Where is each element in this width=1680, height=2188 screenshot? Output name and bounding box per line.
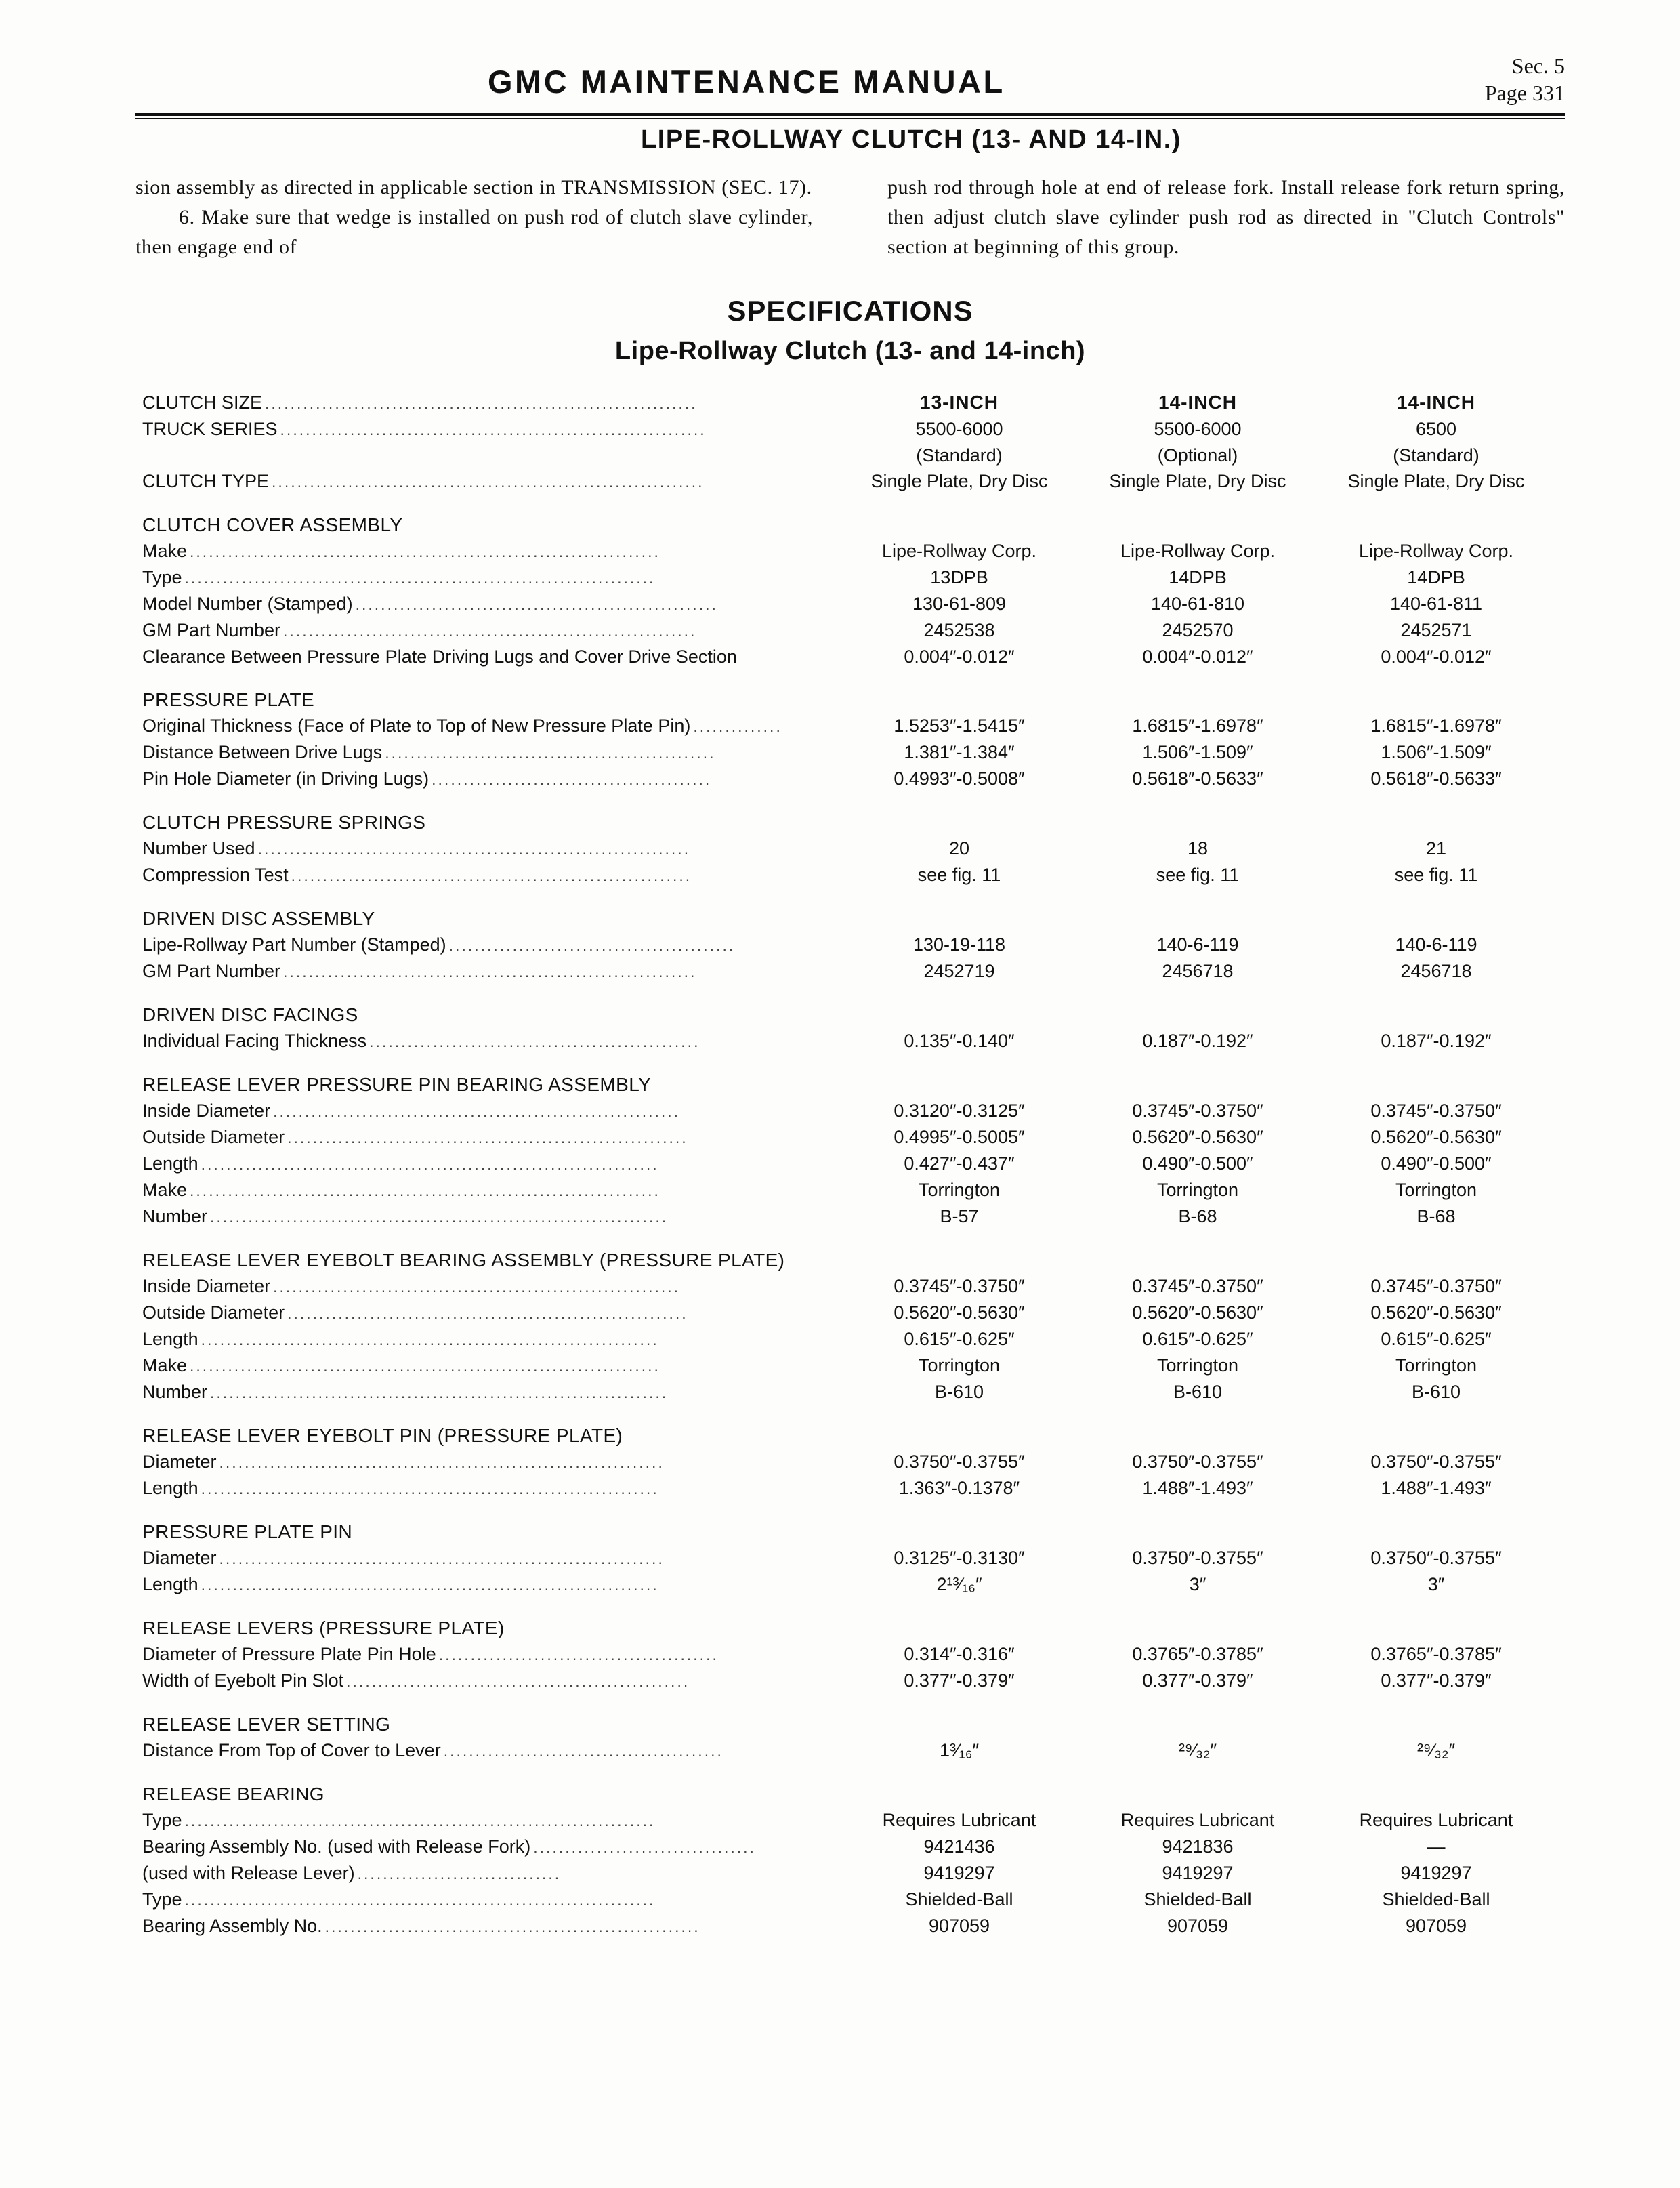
table-row-label: Bearing Assembly No. (used with Release Fork) ................................... bbox=[142, 1836, 756, 1857]
table-row-label: DRIVEN DISC FACINGS bbox=[142, 1002, 840, 1028]
table-cell: Single Plate, Dry Disc bbox=[1109, 471, 1286, 491]
table-cell: 1.506″-1.509″ bbox=[1142, 742, 1253, 762]
paragraph-left-2: 6. Make sure that wedge is installed on push rod of clutch slave cylinder, then engage end of bbox=[135, 206, 813, 258]
table-cell: 13DPB bbox=[930, 567, 988, 587]
table-spacer bbox=[142, 792, 1565, 810]
table-cell: B-610 bbox=[1411, 1382, 1461, 1402]
table-row-label: Distance Between Drive Lugs .................................................... bbox=[142, 742, 716, 762]
table-row bbox=[142, 1353, 1565, 1379]
table-row bbox=[142, 958, 1565, 985]
table-row-label: Inside Diameter ................................................................ bbox=[142, 1100, 681, 1121]
table-row bbox=[142, 932, 1565, 958]
table-cell: 0.004″-0.012″ bbox=[904, 646, 1015, 667]
table-cell: 2452571 bbox=[1400, 620, 1472, 640]
table-cell: 0.490″-0.500″ bbox=[1142, 1153, 1253, 1174]
table-cell: Torrington bbox=[1156, 1355, 1239, 1376]
table-spacer bbox=[142, 985, 1565, 1002]
table-row bbox=[142, 1860, 1565, 1886]
table-cell: 0.377″-0.379″ bbox=[904, 1670, 1015, 1691]
table-cell: 0.5620″-0.5630″ bbox=[1370, 1302, 1502, 1323]
table-cell: Single Plate, Dry Disc bbox=[870, 471, 1048, 491]
table-cell: 2456718 bbox=[1162, 961, 1234, 981]
table-cell: 0.4993″-0.5008″ bbox=[894, 768, 1025, 789]
table-cell: 20 bbox=[948, 838, 970, 859]
table-cell: ²⁹⁄₃₂″ bbox=[1178, 1740, 1217, 1760]
table-row bbox=[142, 1177, 1565, 1203]
table-cell: — bbox=[1427, 1836, 1446, 1857]
table-cell: B-610 bbox=[934, 1382, 984, 1402]
table-row-label: Type .......................................................................... bbox=[142, 1889, 656, 1910]
table-cell: 0.3750″-0.3755″ bbox=[1370, 1548, 1502, 1568]
table-cell: Torrington bbox=[918, 1180, 1001, 1200]
page-content bbox=[135, 37, 1565, 1936]
table-cell: Shielded-Ball bbox=[1382, 1889, 1490, 1910]
table-cell: Shielded-Ball bbox=[1143, 1889, 1252, 1910]
table-cell: 9419297 bbox=[1162, 1863, 1234, 1883]
table-cell: 0.3745″-0.3750″ bbox=[894, 1276, 1025, 1296]
table-cell: 907059 bbox=[1167, 1916, 1229, 1936]
table-row-label: CLUTCH PRESSURE SPRINGS bbox=[142, 810, 840, 835]
table-cell: 140-6-119 bbox=[1156, 934, 1239, 955]
table-cell: 0.187″-0.192″ bbox=[1142, 1031, 1253, 1051]
table-cell: 0.3750″-0.3755″ bbox=[894, 1451, 1025, 1472]
table-row-label: Make .......................................................................... bbox=[142, 1355, 660, 1376]
table-row bbox=[142, 766, 1565, 792]
table-row-label: DRIVEN DISC ASSEMBLY bbox=[142, 906, 840, 932]
table-cell: 1.506″-1.509″ bbox=[1381, 742, 1492, 762]
table-row-label bbox=[142, 442, 840, 468]
table-row bbox=[142, 1475, 1565, 1502]
table-row-label: Bearing Assembly No. ........................................................... bbox=[142, 1916, 700, 1936]
table-cell: 0.615″-0.625″ bbox=[904, 1329, 1015, 1349]
table-group-heading bbox=[142, 1519, 1565, 1545]
table-row bbox=[142, 1203, 1565, 1230]
table-row bbox=[142, 1641, 1565, 1668]
table-cell: 0.3745″-0.3750″ bbox=[1370, 1276, 1502, 1296]
table-row bbox=[142, 1300, 1565, 1326]
table-cell: 1.488″-1.493″ bbox=[1142, 1478, 1253, 1498]
table-cell: 2¹³⁄₁₆″ bbox=[936, 1574, 982, 1594]
table-cell: 0.3125″-0.3130″ bbox=[894, 1548, 1025, 1568]
table-row-label: Model Number (Stamped) ......................................................... bbox=[142, 594, 718, 614]
table-cell: Lipe-Rollway Corp. bbox=[1120, 541, 1276, 561]
table-row bbox=[142, 538, 1565, 564]
table-cell: 6500 bbox=[1415, 419, 1457, 439]
table-cell: 0.615″-0.625″ bbox=[1142, 1329, 1253, 1349]
table-cell: 130-19-118 bbox=[912, 934, 1006, 955]
table-row-label: Length ........................................................................ bbox=[142, 1478, 659, 1498]
page-number: Page 331 bbox=[1484, 81, 1565, 105]
table-row-label: Diameter ...................................................................... bbox=[142, 1548, 665, 1568]
table-group-heading bbox=[142, 810, 1565, 835]
table-row bbox=[142, 1834, 1565, 1860]
table-cell: (Standard) bbox=[916, 445, 1003, 466]
table-cell: 0.5620″-0.5630″ bbox=[894, 1302, 1025, 1323]
body-columns bbox=[135, 173, 1565, 262]
table-cell: 1.381″-1.384″ bbox=[904, 742, 1015, 762]
table-row-label: Number ........................................................................ bbox=[142, 1382, 669, 1402]
table-cell: 13-INCH bbox=[920, 392, 999, 413]
table-cell: Requires Lubricant bbox=[882, 1810, 1036, 1830]
table-cell: 0.3765″-0.3785″ bbox=[1132, 1644, 1263, 1664]
table-cell: 0.187″-0.192″ bbox=[1381, 1031, 1492, 1051]
table-row bbox=[142, 1326, 1565, 1353]
table-cell: 0.615″-0.625″ bbox=[1381, 1329, 1492, 1349]
table-row-label: RELEASE LEVER SETTING bbox=[142, 1712, 840, 1737]
table-cell: 21 bbox=[1425, 838, 1447, 859]
table-row bbox=[142, 862, 1565, 888]
table-cell: ²⁹⁄₃₂″ bbox=[1416, 1740, 1456, 1760]
table-cell: 0.135″-0.140″ bbox=[904, 1031, 1015, 1051]
table-spacer bbox=[142, 1694, 1565, 1712]
table-cell: 5500-6000 bbox=[1154, 419, 1242, 439]
table-cell: 0.377″-0.379″ bbox=[1381, 1670, 1492, 1691]
table-cell: 907059 bbox=[928, 1916, 990, 1936]
table-row bbox=[142, 564, 1565, 591]
table-row-label: Number Used .................................................................... bbox=[142, 838, 691, 859]
paragraph-right-1: push rod through hole at end of release fork. Install release fork return spring, then adjust clutch slave cylinder push rod as directed in "Clutch Controls" section at beginning of this group. bbox=[887, 176, 1565, 258]
table-row-label: RELEASE LEVER EYEBOLT BEARING ASSEMBLY (PRESSURE PLATE) bbox=[142, 1247, 840, 1273]
table-row bbox=[142, 617, 1565, 644]
table-spacer bbox=[142, 1502, 1565, 1519]
table-row-label: PRESSURE PLATE bbox=[142, 687, 840, 713]
table-spacer bbox=[142, 1054, 1565, 1072]
section-page-block bbox=[1485, 52, 1565, 106]
table-cell: 0.377″-0.379″ bbox=[1142, 1670, 1253, 1691]
table-row-label: Diameter of Pressure Plate Pin Hole ............................................ bbox=[142, 1644, 719, 1664]
table-cell: 907059 bbox=[1405, 1916, 1467, 1936]
table-cell: 0.5618″-0.5633″ bbox=[1132, 768, 1263, 789]
table-cell: 2456718 bbox=[1400, 961, 1472, 981]
table-cell: 130-61-809 bbox=[912, 594, 1007, 614]
table-cell: 1.6815″-1.6978″ bbox=[1132, 716, 1263, 736]
table-cell: 9421436 bbox=[923, 1836, 995, 1857]
table-cell: 0.3765″-0.3785″ bbox=[1370, 1644, 1502, 1664]
table-spacer bbox=[142, 1230, 1565, 1247]
table-cell: 0.5620″-0.5630″ bbox=[1370, 1127, 1502, 1147]
table-cell: 140-6-119 bbox=[1395, 934, 1477, 955]
table-cell: 140-61-810 bbox=[1150, 594, 1245, 614]
table-cell: 1.6815″-1.6978″ bbox=[1370, 716, 1502, 736]
table-spacer bbox=[142, 1405, 1565, 1423]
table-row-label: Outside Diameter ............................................................... bbox=[142, 1302, 688, 1323]
specifications-subtitle: Lipe-Rollway Clutch (13- and 14-inch) bbox=[614, 337, 1086, 365]
table-row-label: RELEASE LEVERS (PRESSURE PLATE) bbox=[142, 1615, 840, 1641]
table-cell: 0.3750″-0.3755″ bbox=[1370, 1451, 1502, 1472]
table-row-label: GM Part Number ................................................................. bbox=[142, 620, 697, 640]
table-cell: Requires Lubricant bbox=[1359, 1810, 1513, 1830]
table-row bbox=[142, 1273, 1565, 1300]
table-row bbox=[142, 1886, 1565, 1913]
table-cell: 18 bbox=[1187, 838, 1209, 859]
table-cell: 0.314″-0.316″ bbox=[904, 1644, 1015, 1664]
table-row-label: Original Thickness (Face of Plate to Top of New Pressure Plate Pin) .............. bbox=[142, 716, 782, 736]
table-row bbox=[142, 1098, 1565, 1124]
table-row bbox=[142, 1151, 1565, 1177]
table-row-label: Length ........................................................................ bbox=[142, 1329, 659, 1349]
table-group-heading bbox=[142, 1781, 1565, 1807]
table-cell: 0.5620″-0.5630″ bbox=[1132, 1127, 1263, 1147]
table-cell: 1.488″-1.493″ bbox=[1381, 1478, 1492, 1498]
table-row-label: TRUCK SERIES ................................................................... bbox=[142, 419, 707, 439]
table-cell: see fig. 11 bbox=[1394, 865, 1478, 885]
table-row-label: Make .......................................................................... bbox=[142, 541, 660, 561]
table-cell: 0.3745″-0.3750″ bbox=[1132, 1100, 1263, 1121]
table-row-label: Diameter ...................................................................... bbox=[142, 1451, 665, 1472]
table-row-label: Length ........................................................................ bbox=[142, 1153, 659, 1174]
table-row bbox=[142, 713, 1565, 739]
table-row-label: Width of Eyebolt Pin Slot ...................................................... bbox=[142, 1670, 690, 1691]
table-row-label: RELEASE BEARING bbox=[142, 1781, 840, 1807]
table-cell: Torrington bbox=[1395, 1180, 1477, 1200]
table-cell: 14-INCH bbox=[1158, 392, 1237, 413]
table-row-label: Distance From Top of Cover to Lever ............................................ bbox=[142, 1740, 723, 1760]
table-group-heading bbox=[142, 1615, 1565, 1641]
table-cell: 9419297 bbox=[923, 1863, 995, 1883]
table-row bbox=[142, 1807, 1565, 1834]
table-cell: 0.004″-0.012″ bbox=[1381, 646, 1492, 667]
table-cell: 3″ bbox=[1189, 1574, 1206, 1594]
table-cell: 5500-6000 bbox=[915, 419, 1003, 439]
specifications-heading bbox=[135, 295, 1565, 366]
body-column-right bbox=[887, 173, 1565, 262]
table-row bbox=[142, 739, 1565, 766]
table-cell: 14DPB bbox=[1169, 567, 1227, 587]
table-cell: 14-INCH bbox=[1397, 392, 1475, 413]
table-cell: 0.3745″-0.3750″ bbox=[1370, 1100, 1502, 1121]
table-cell: 0.427″-0.437″ bbox=[904, 1153, 1015, 1174]
table-row-label: GM Part Number ................................................................. bbox=[142, 961, 697, 981]
table-row bbox=[142, 416, 1565, 442]
table-spacer bbox=[142, 669, 1565, 687]
table-cell: 0.3750″-0.3755″ bbox=[1132, 1548, 1263, 1568]
table-row-label: Type .......................................................................... bbox=[142, 1810, 656, 1830]
table-cell: 0.004″-0.012″ bbox=[1142, 646, 1253, 667]
table-group-heading bbox=[142, 1002, 1565, 1028]
table-row-label: PRESSURE PLATE PIN bbox=[142, 1519, 840, 1545]
specifications-table bbox=[142, 390, 1565, 1939]
table-cell: B-57 bbox=[940, 1206, 979, 1226]
table-row-label: (used with Release Lever) ................................ bbox=[142, 1863, 562, 1883]
table-cell: (Standard) bbox=[1393, 445, 1479, 466]
table-row-label: Type .......................................................................... bbox=[142, 567, 656, 587]
table-cell: B-68 bbox=[1416, 1206, 1456, 1226]
table-row-label: Outside Diameter ............................................................... bbox=[142, 1127, 688, 1147]
table-spacer bbox=[142, 1598, 1565, 1615]
table-row bbox=[142, 1379, 1565, 1405]
table-row bbox=[142, 1913, 1565, 1939]
table-cell: 0.3745″-0.3750″ bbox=[1132, 1276, 1263, 1296]
table-row bbox=[142, 1668, 1565, 1694]
table-group-heading bbox=[142, 687, 1565, 713]
table-row-label: Lipe-Rollway Part Number (Stamped) ............................................. bbox=[142, 934, 736, 955]
table-cell: 0.3750″-0.3755″ bbox=[1132, 1451, 1263, 1472]
table-row-label: CLUTCH COVER ASSEMBLY bbox=[142, 512, 840, 538]
table-cell: 9419297 bbox=[1400, 1863, 1472, 1883]
table-cell: 0.5620″-0.5630″ bbox=[1132, 1302, 1263, 1323]
table-spacer bbox=[142, 1764, 1565, 1781]
table-cell: 2452719 bbox=[923, 961, 995, 981]
table-cell: Lipe-Rollway Corp. bbox=[881, 541, 1037, 561]
table-row-label: Compression Test ............................................................... bbox=[142, 865, 692, 885]
table-row bbox=[142, 1449, 1565, 1475]
table-cell: B-68 bbox=[1178, 1206, 1217, 1226]
paragraph-left-1: sion assembly as directed in applicable section in TRANSMISSION (SEC. 17). bbox=[135, 176, 812, 199]
table-cell: 140-61-811 bbox=[1389, 594, 1483, 614]
table-cell: 3″ bbox=[1427, 1574, 1445, 1594]
table-row-label: CLUTCH TYPE .................................................................... bbox=[142, 471, 705, 491]
table-cell: 0.490″-0.500″ bbox=[1381, 1153, 1492, 1174]
table-row-label: Individual Facing Thickness .................................................... bbox=[142, 1031, 700, 1051]
table-row-label: RELEASE LEVER EYEBOLT PIN (PRESSURE PLATE) bbox=[142, 1423, 840, 1449]
table-row bbox=[142, 390, 1565, 416]
header-rule bbox=[135, 113, 1565, 119]
table-cell: 2452538 bbox=[923, 620, 995, 640]
table-cell: 2452570 bbox=[1162, 620, 1234, 640]
table-row bbox=[142, 442, 1565, 468]
table-cell: 1.363″-0.1378″ bbox=[898, 1478, 1020, 1498]
table-group-heading bbox=[142, 1072, 1565, 1098]
table-row bbox=[142, 644, 1565, 669]
manual-title: GMC MAINTENANCE MANUAL bbox=[488, 64, 1005, 100]
table-row bbox=[142, 468, 1565, 495]
table-cell: 9421836 bbox=[1162, 1836, 1234, 1857]
table-row bbox=[142, 1124, 1565, 1151]
page-subtitle bbox=[135, 125, 1565, 154]
table-cell: 0.4995″-0.5005″ bbox=[894, 1127, 1025, 1147]
table-cell: 1³⁄₁₆″ bbox=[939, 1740, 980, 1760]
table-row bbox=[142, 1545, 1565, 1571]
table-row bbox=[142, 1737, 1565, 1764]
section-number: Sec. 5 bbox=[1511, 54, 1565, 78]
table-row-label: Number ........................................................................ bbox=[142, 1206, 669, 1226]
table-cell: B-610 bbox=[1173, 1382, 1223, 1402]
table-cell: Shielded-Ball bbox=[905, 1889, 1013, 1910]
table-cell: Requires Lubricant bbox=[1120, 1810, 1275, 1830]
table-group-heading bbox=[142, 906, 1565, 932]
masthead bbox=[135, 37, 1565, 154]
table-row-label: Length ........................................................................ bbox=[142, 1574, 659, 1594]
table-cell: Lipe-Rollway Corp. bbox=[1358, 541, 1514, 561]
table-row bbox=[142, 1571, 1565, 1598]
table-row-label: CLUTCH SIZE .................................................................... bbox=[142, 392, 698, 413]
table-cell: Torrington bbox=[1156, 1180, 1239, 1200]
table-group-heading bbox=[142, 512, 1565, 538]
table-cell: Torrington bbox=[1395, 1355, 1477, 1376]
table-row-label: Pin Hole Diameter (in Driving Lugs) ............................................ bbox=[142, 768, 712, 789]
table-group-heading bbox=[142, 1423, 1565, 1449]
table-spacer bbox=[142, 495, 1565, 512]
table-cell: Single Plate, Dry Disc bbox=[1347, 471, 1525, 491]
specifications-title: SPECIFICATIONS bbox=[727, 295, 973, 327]
table-row bbox=[142, 835, 1565, 862]
table-row bbox=[142, 1028, 1565, 1054]
body-column-left bbox=[135, 173, 813, 262]
table-cell: see fig. 11 bbox=[1156, 865, 1240, 885]
table-row-label: Inside Diameter ................................................................ bbox=[142, 1276, 681, 1296]
table-cell: 1.5253″-1.5415″ bbox=[894, 716, 1025, 736]
page-subtitle-text: LIPE-ROLLWAY CLUTCH (13- AND 14-IN.) bbox=[641, 125, 1181, 154]
table-cell: 0.5618″-0.5633″ bbox=[1370, 768, 1502, 789]
table-cell: (Optional) bbox=[1157, 445, 1238, 466]
table-cell: Torrington bbox=[918, 1355, 1001, 1376]
table-row-label: RELEASE LEVER PRESSURE PIN BEARING ASSEMBLY bbox=[142, 1072, 840, 1098]
table-row bbox=[142, 591, 1565, 617]
table-row-label: Make .......................................................................... bbox=[142, 1180, 660, 1200]
table-spacer bbox=[142, 888, 1565, 906]
table-group-heading bbox=[142, 1247, 1565, 1273]
table-cell: 14DPB bbox=[1407, 567, 1465, 587]
table-group-heading bbox=[142, 1712, 1565, 1737]
table-row-label: Clearance Between Pressure Plate Driving Lugs and Cover Drive Section bbox=[142, 644, 840, 669]
table-cell: 0.3120″-0.3125″ bbox=[894, 1100, 1025, 1121]
table-cell: see fig. 11 bbox=[917, 865, 1001, 885]
